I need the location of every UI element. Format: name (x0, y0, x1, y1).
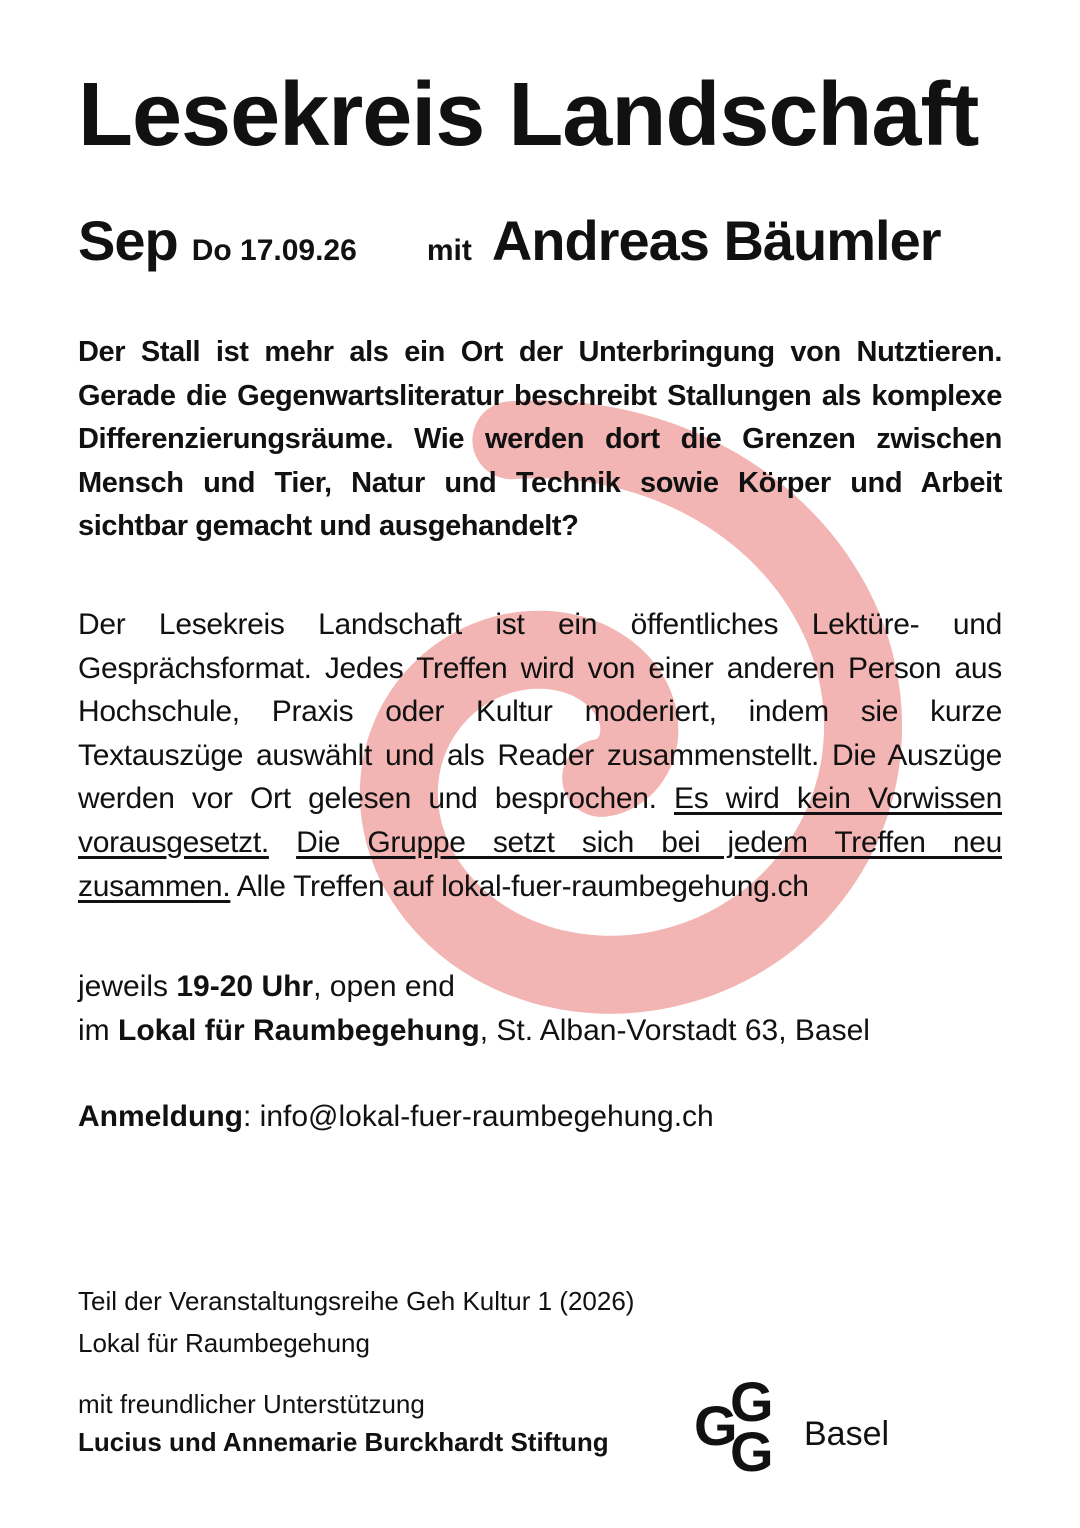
support-label: mit freundlicher Unterstützung (78, 1389, 425, 1419)
host-name: Andreas Bäumler (491, 209, 941, 272)
poster (78, 0, 1002, 1528)
body-intro: Der Lesekreis Landschaft ist ein öffentliches Lektüre- und Gesprächsformat. Jedes Treffen wird von einer anderen Person aus Hochschule, Praxis oder Kultur moderiert, indem sie kurze Textauszüge auswählt und als Reader zusammenstellt. Die Auszüge werden vor Ort gelesen und besprochen. (78, 608, 1002, 816)
logo-city: Basel (804, 1415, 890, 1453)
body-paragraph (78, 603, 1002, 908)
registration-line (78, 1095, 1002, 1138)
body-outro: Alle Treffen auf lokal-fuer-raumbegehung.ch (236, 869, 809, 903)
with-label: mit (426, 234, 472, 267)
registration-email: : info@lokal-fuer-raumbegehung.ch (243, 1100, 714, 1133)
time-value: 19-20 Uhr (176, 970, 314, 1003)
logo-letter-g: G (730, 1420, 774, 1483)
poster-title: Lesekreis Landschaft (78, 65, 979, 165)
event-line (78, 208, 1002, 278)
time-line (78, 965, 1002, 1008)
venue-address: , St. Alban-Vorstadt 63, Basel (479, 1014, 870, 1047)
venue-line (78, 1009, 1002, 1052)
event-month: Sep (78, 209, 178, 272)
event-date: Do 17.09.26 (191, 234, 357, 267)
time-prefix: jeweils (78, 970, 169, 1003)
series-note: Teil der Veranstaltungsreihe Geh Kultur 1 (2026) (78, 1286, 635, 1316)
logo-letter-g: G (694, 1394, 738, 1457)
venue-prefix: im (78, 1014, 110, 1047)
ggg-basel-logo (694, 1370, 924, 1484)
sponsor-name: Lucius und Annemarie Burckhardt Stiftung (78, 1427, 609, 1457)
lead-paragraph: Der Stall ist mehr als ein Ort der Unterbringung von Nutztieren. Gerade die Gegenwartsliteratur beschreibt Stallungen als komplexe Differenzierungsräume. Wie werden dort die Grenzen zwischen Mensch und Tier, Natur und Technik sowie Körper und Arbeit sichtbar gemacht und ausgehandelt? (78, 336, 1002, 543)
venue-name: Lokal für Raumbegehung (118, 1014, 480, 1047)
organizer-note: Lokal für Raumbegehung (78, 1328, 370, 1358)
logo-letter-g: G (730, 1370, 774, 1433)
body-underline-2: Die Gruppe setzt sich bei jedem Treffen neu zusammen. (78, 825, 1002, 903)
body-underline-1: Es wird kein Vorwissen vorausgesetzt. (78, 782, 1003, 859)
registration-label: Anmeldung (78, 1100, 243, 1133)
time-suffix: , open end (313, 970, 455, 1003)
